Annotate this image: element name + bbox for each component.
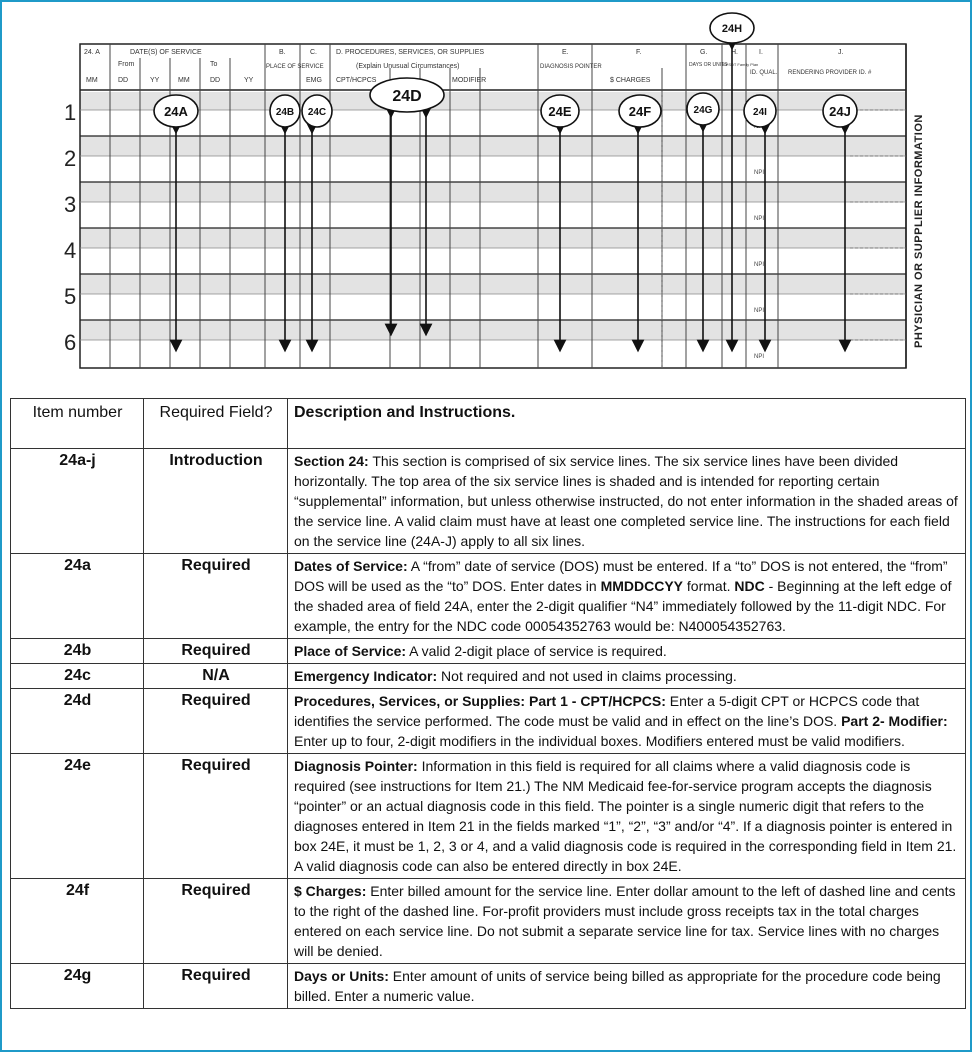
line-number-4: 4 (64, 238, 77, 263)
header-j: J. (838, 49, 844, 56)
row-description (288, 689, 966, 754)
header-dates-of-service: DATE(S) OF SERVICE (130, 49, 202, 56)
callout-24c: 24C (307, 107, 327, 118)
row-item: 24d (11, 689, 144, 754)
table-row (11, 964, 966, 1009)
row-description (288, 879, 966, 964)
row-item: 24g (11, 964, 144, 1009)
instructions-table (10, 398, 966, 1009)
header-rendering-provider: RENDERING PROVIDER ID. # (788, 70, 872, 76)
row-text-3: - Beginning at the left edge of the shaded area of field 24A, enter the 2-digit qualifier “N4” immediately followed by the 11-digit NDC. For example, the entry for the NDC code 00054352763 would be: N400054352763. (294, 578, 952, 634)
row-label: Procedures, Services, or Supplies: Part 1 - CPT/HCPCS: (294, 693, 666, 709)
npi-label-3: NPI (754, 216, 765, 222)
header-c: C. (310, 49, 317, 56)
row-description (288, 639, 966, 664)
row-item: 24b (11, 639, 144, 664)
header-e: E. (562, 49, 569, 56)
line-number-1: 1 (64, 100, 77, 125)
npi-label-5: NPI (754, 308, 765, 314)
table-header-row (11, 399, 966, 449)
row-description (288, 664, 966, 689)
header-days-units: DAYS OR UNITS (689, 62, 728, 68)
line-number-6: 6 (64, 330, 77, 355)
table-row (11, 639, 966, 664)
callout-24d: 24D (392, 88, 422, 105)
row-label: Diagnosis Pointer: (294, 758, 418, 774)
row-text: A “from” date of service (DOS) must be entered. If a “to” DOS is not entered, the “from” DOS will be used as the “to” DOS. Enter dates in (294, 558, 948, 594)
callout-24i: 24I (753, 107, 767, 118)
row-item: 24a-j (11, 449, 144, 554)
row-label: Days or Units: (294, 968, 389, 984)
header-to: To (210, 61, 218, 68)
row-label: $ Charges: (294, 883, 367, 899)
header-diagnosis-pointer: DIAGNOSIS POINTER (540, 64, 602, 70)
row-required: Required (144, 964, 288, 1009)
npi-label-2: NPI (754, 170, 765, 176)
row-description (288, 754, 966, 879)
line-number-3: 3 (64, 192, 77, 217)
header-g: G. (700, 49, 708, 56)
table-row (11, 449, 966, 554)
row-required: Required (144, 639, 288, 664)
row-text: Enter amount of units of service being billed as appropriate for the procedure code being billed. Enter a numeric value. (294, 968, 941, 1004)
callout-24h: 24H (721, 23, 743, 35)
callout-24b: 24B (275, 107, 295, 118)
row-required: Required (144, 754, 288, 879)
row-item: 24c (11, 664, 144, 689)
row-label: Dates of Service: (294, 558, 408, 574)
header-d-title: D. PROCEDURES, SERVICES, OR SUPPLIES (336, 49, 485, 56)
row-label: Emergency Indicator: (294, 668, 438, 684)
header-f: F. (636, 49, 642, 56)
header-24a: 24. A (84, 49, 100, 56)
row-required: Introduction (144, 449, 288, 554)
line-number-2: 2 (64, 146, 77, 171)
header-h: H. (731, 49, 738, 56)
header-yy-1: YY (150, 77, 160, 84)
header-mm-1: MM (86, 77, 98, 84)
header-item-number: Item number (11, 399, 144, 449)
header-yy-2: YY (244, 77, 254, 84)
claim-form-section-24-illustration (60, 8, 926, 380)
row-description (288, 554, 966, 639)
npi-label-4: NPI (754, 262, 765, 268)
table-row (11, 754, 966, 879)
header-b: B. (279, 49, 286, 56)
header-description: Description and Instructions. (288, 399, 966, 449)
header-required-field: Required Field? (144, 399, 288, 449)
header-cpt: CPT/HCPCS (336, 77, 377, 84)
header-modifier: MODIFIER (452, 77, 487, 84)
row-label: Section 24: (294, 453, 369, 469)
header-i: I. (759, 49, 763, 56)
row-label: Place of Service: (294, 643, 407, 659)
callout-24a: 24A (164, 104, 188, 119)
table-row (11, 879, 966, 964)
callout-24f: 24F (628, 104, 652, 119)
header-epsdt: EPSDT Family Plan (723, 62, 759, 67)
header-dd-1: DD (118, 77, 129, 84)
row-text: This section is comprised of six service lines. The six service lines have been divided horizontally. The top area of the six service lines is shaded and is intended for reporting certain “supplemental” information, but unless otherwise instructed, do not enter information in the shaded areas of the service line. A valid claim must have at least one completed service line. The instructions for each field on the service line (24A-J) apply to all six lines. (294, 453, 958, 549)
callout-24j: 24J (829, 104, 851, 119)
header-mm-2: MM (178, 77, 190, 84)
header-emg: EMG (306, 77, 322, 84)
row-item: 24e (11, 754, 144, 879)
row-bold-part2: Part 2- Modifier: (841, 713, 948, 729)
row-text: A valid 2-digit place of service is required. (406, 643, 667, 659)
header-charges: $ CHARGES (610, 77, 651, 84)
row-description (288, 964, 966, 1009)
header-from: From (118, 61, 135, 68)
callout-24g: 24G (693, 105, 713, 116)
row-required: N/A (144, 664, 288, 689)
npi-label-6: NPI (754, 354, 765, 360)
row-description (288, 449, 966, 554)
header-id-qual: ID. QUAL. (750, 70, 778, 76)
table-row (11, 664, 966, 689)
row-item: 24a (11, 554, 144, 639)
table-row (11, 689, 966, 754)
row-item: 24f (11, 879, 144, 964)
header-place-of-service: PLACE OF SERVICE (266, 64, 324, 70)
table-row (11, 554, 966, 639)
row-text-2: format. (683, 578, 735, 594)
row-bold-format: MMDDCCYY (600, 578, 684, 594)
row-text: Enter a 5-digit CPT or HCPCS code that identifies the service performed. The code must be valid and in effect on the line’s DOS. (294, 693, 920, 729)
side-label-physician-supplier: PHYSICIAN OR SUPPLIER INFORMATION (913, 114, 925, 348)
row-bold-ndc: NDC (734, 578, 765, 594)
line-number-5: 5 (64, 284, 77, 309)
row-text-2: Enter up to four, 2-digit modifiers in the individual boxes. Modifiers entered must be valid modifiers. (294, 733, 905, 749)
header-dd-2: DD (210, 77, 221, 84)
row-required: Required (144, 689, 288, 754)
row-text: Enter billed amount for the service line. Enter dollar amount to the left of dashed line and cents to the right of the dashed line. For-profit providers must include gross receipts tax in the total charges entered on each service line. Do not submit a separate service line for tax. Service lines with no charges will be denied. (294, 883, 956, 959)
header-explain: (Explain Unusual Circumstances) (356, 63, 460, 70)
row-text: Information in this field is required for all claims where a valid diagnosis code is required (see instructions for Item 21.) The NM Medicaid fee-for-service program accepts the diagnosis “pointer” or an actual diagnosis code in this field. The pointer is a single numeric digit that refers to the diagnoses entered in Item 21 in the fields marked “1”, “2”, “3” and/or “4”. If a diagnosis pointer is entered in box 24E, it must be 1, 2, 3 or 4, and a valid diagnosis code is required in the corresponding field in Item 21. A valid diagnosis code can also be entered directly in box 24E. (294, 758, 957, 874)
row-text: Not required and not used in claims processing. (437, 668, 737, 684)
callout-24e: 24E (548, 104, 572, 119)
row-required: Required (144, 879, 288, 964)
row-required: Required (144, 554, 288, 639)
